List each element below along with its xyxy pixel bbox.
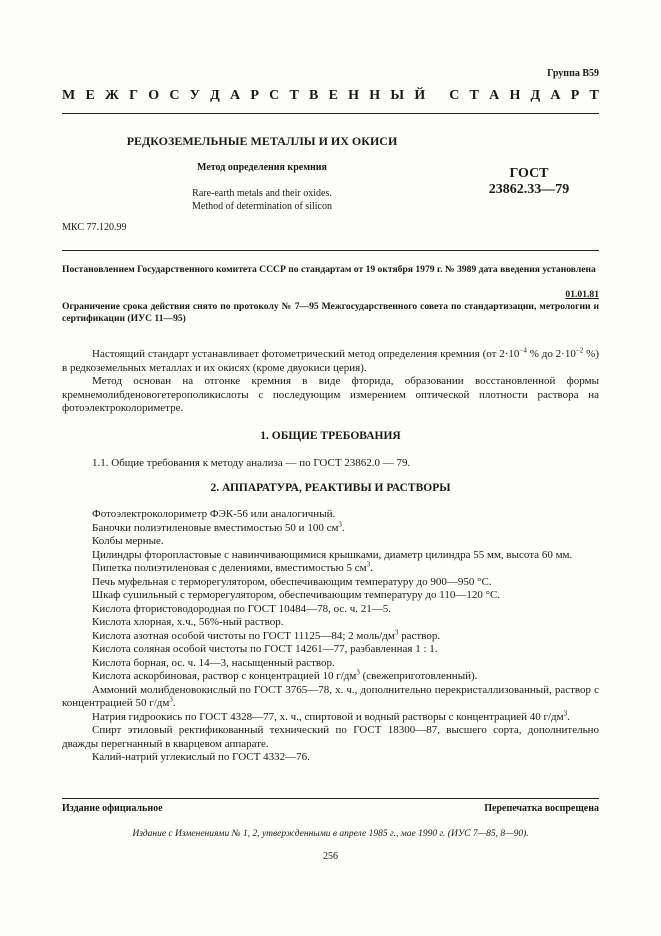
group-label: Группа В59 [547, 68, 599, 79]
intro-text: Настоящий стандарт устанавливает фотометрический метод определения кремния (от 2·10 [92, 348, 520, 360]
introduction-date: 01.01.81 [565, 289, 599, 300]
list-item [62, 562, 599, 576]
decree-rule [62, 250, 599, 251]
list-item [62, 519, 599, 536]
superscript: 3 [366, 560, 371, 569]
banner-letter: М [62, 88, 76, 103]
list-item: Спирт этиловый ректификованный технический по ГОСТ 18300—87, высшего сорта, дополнительно дважды перегнанный в кварцевом аппарате. [62, 724, 599, 750]
banner-letter: Е [85, 88, 95, 103]
banner-letter: Т [289, 88, 299, 103]
list-item: Печь муфельная с терморегулятором, обеспечивающим температуру до 900—950 °С. [92, 575, 492, 588]
banner-letter: Р [250, 88, 259, 103]
list-item: Шкаф сушильный с терморегулятором, обеспечивающим температуру до 110—120 °С. [92, 589, 501, 601]
superscript: 3 [338, 519, 342, 528]
gost-number [459, 166, 599, 198]
intro-paragraph-1 [62, 348, 599, 375]
banner-letter: Р [570, 88, 580, 103]
banner-letter: А [230, 88, 241, 103]
banner-letter: Е [328, 88, 338, 103]
banner-letter: У [189, 88, 200, 103]
banner-letter: Н [369, 88, 381, 103]
superscript: 3 [394, 627, 399, 636]
mks-code: МКС 77.120.99 [62, 222, 127, 233]
exponent: −2 [575, 346, 584, 355]
limit-text: Ограничение срока действия снято по протоколу № 7—95 Межгосударственного совета по стандартизации, метрологии и сертификации (ИУС 11—95) [62, 301, 599, 324]
list-item: Кислота соляная особой чистоты по ГОСТ 14261—77, разбавленная 1 : 1. [92, 643, 438, 655]
list-item: Фотоэлектроколориметр ФЭК-56 или аналогичный. [92, 508, 336, 520]
reprint-notice: Перепечатка воспрещена [484, 803, 599, 814]
superscript: 3 [356, 668, 360, 677]
item-text: . [341, 521, 345, 534]
method-subtitle: Метод определения кремния [197, 162, 327, 173]
banner-letter: Н [348, 88, 360, 103]
decree-text: Постановлением Государственного комитета СССР по стандартам от 19 октября 1979 г. № 3989 дата введения установлена [62, 264, 596, 275]
list-item: Кислота борная, ос. ч. 14—3, насыщенный раствор. [92, 656, 335, 669]
intro-section [62, 348, 599, 416]
list-item: Колбы мерные. [92, 535, 164, 547]
banner-letter: Т [589, 88, 599, 103]
banner-letter: Й [414, 88, 426, 103]
item-text: Натрия гидроокись по ГОСТ 4328—77, х. ч., спиртовой и водный растворы с концентрацией 40 г/дм [92, 710, 564, 723]
banner-letter: С [169, 88, 180, 103]
item-text: (свежеприготовленный). [359, 670, 478, 682]
gost-code: 23862.33—79 [488, 182, 570, 197]
section-2-list [62, 508, 599, 765]
english-title [62, 187, 462, 213]
amendments-note: Издание с Изменениями № 1, 2, утвержденными в апреле 1985 г., мае 1990 г. (ИУС 7—85, 8—90). [132, 829, 529, 839]
standard-banner [62, 88, 599, 104]
banner-letter: О [148, 88, 160, 103]
exponent: −4 [519, 346, 527, 355]
list-item [62, 708, 599, 725]
english-title-line-1: Rare-earth metals and their oxides. [192, 188, 332, 199]
english-title-line-2: Method of determination of silicon [192, 201, 332, 212]
item-text: раствор. [398, 629, 441, 642]
list-item [62, 684, 599, 711]
banner-letter: В [309, 88, 319, 103]
paragraph-1-1: 1.1. Общие требования к методу анализа — по ГОСТ 23862.0 — 79. [92, 457, 411, 469]
banner-letter: Ж [105, 88, 119, 103]
official-edition-label: Издание официальное [62, 803, 163, 814]
gost-label: ГОСТ [509, 166, 549, 181]
item-text: . [172, 697, 176, 709]
banner-letter: Д [210, 88, 220, 103]
banner-letter: С [449, 88, 460, 103]
list-item: Цилиндры фторопластовые с навинчивающимися крышками, диаметр цилиндра 55 мм, высота 60 мм. [92, 548, 573, 561]
item-text: Пипетка полиэтиленовая с делениями, вместимостью 5 см [92, 562, 367, 574]
banner-letter: А [489, 88, 500, 103]
intro-text: % до 2·10 [526, 348, 576, 360]
item-text: Кислота аскорбиновая, раствор с концентрацией 10 г/дм [92, 670, 357, 682]
intro-paragraph-2: Метод основан на отгонке кремния в виде фторида, образовании восстановленной формы кремнемолибденовогетерополикислоты с последующим измерением оптической плотности раствора на фотоэлектроколориметре. [62, 375, 599, 414]
header-rule [62, 113, 599, 114]
banner-letter: А [550, 88, 561, 103]
item-text: Кислота азотная особой чистоты по ГОСТ 11125—84; 2 моль/дм [92, 629, 395, 642]
intro-text: %) в редкоземельных металлах и их окисях (кроме двуокиси церия). [62, 348, 599, 374]
page-number: 256 [323, 851, 338, 862]
list-item [62, 627, 599, 644]
banner-letter: Ы [390, 88, 405, 103]
item-text: . [567, 710, 570, 723]
banner-letter: Г [129, 88, 138, 103]
list-item: Кислота фтористоводородная по ГОСТ 10484—78, ос. ч. 21—5. [92, 602, 392, 615]
item-text: Баночки полиэтиленовые вместимостью 50 и 100 см [92, 521, 339, 534]
banner-letter: Н [509, 88, 521, 103]
list-item: Калий-натрий углекислый по ГОСТ 4332—76. [92, 751, 310, 763]
banner-letter: С [269, 88, 280, 103]
list-item [62, 670, 599, 684]
section-1-heading: 1. ОБЩИЕ ТРЕБОВАНИЯ [260, 430, 401, 442]
list-item: Кислота хлорная, х.ч., 56%-ный раствор. [92, 616, 284, 628]
document-title: РЕДКОЗЕМЕЛЬНЫЕ МЕТАЛЛЫ И ИХ ОКИСИ [126, 134, 398, 148]
footer-rule [62, 798, 599, 799]
banner-letter: Д [530, 88, 541, 103]
section-1-paragraph [62, 457, 599, 471]
superscript: 3 [169, 695, 173, 704]
item-text: . [370, 562, 373, 574]
banner-letter: Т [469, 88, 479, 103]
item-text: Аммоний молибденовокислый по ГОСТ 3765—78, х. ч., дополнительно перекристаллизованный, раствор с концентрацией 50 г/дм [62, 683, 599, 709]
superscript: 3 [563, 708, 568, 717]
section-2-heading: 2. АППАРАТУРА, РЕАКТИВЫ И РАСТВОРЫ [210, 482, 451, 494]
banner-letter [435, 88, 439, 104]
